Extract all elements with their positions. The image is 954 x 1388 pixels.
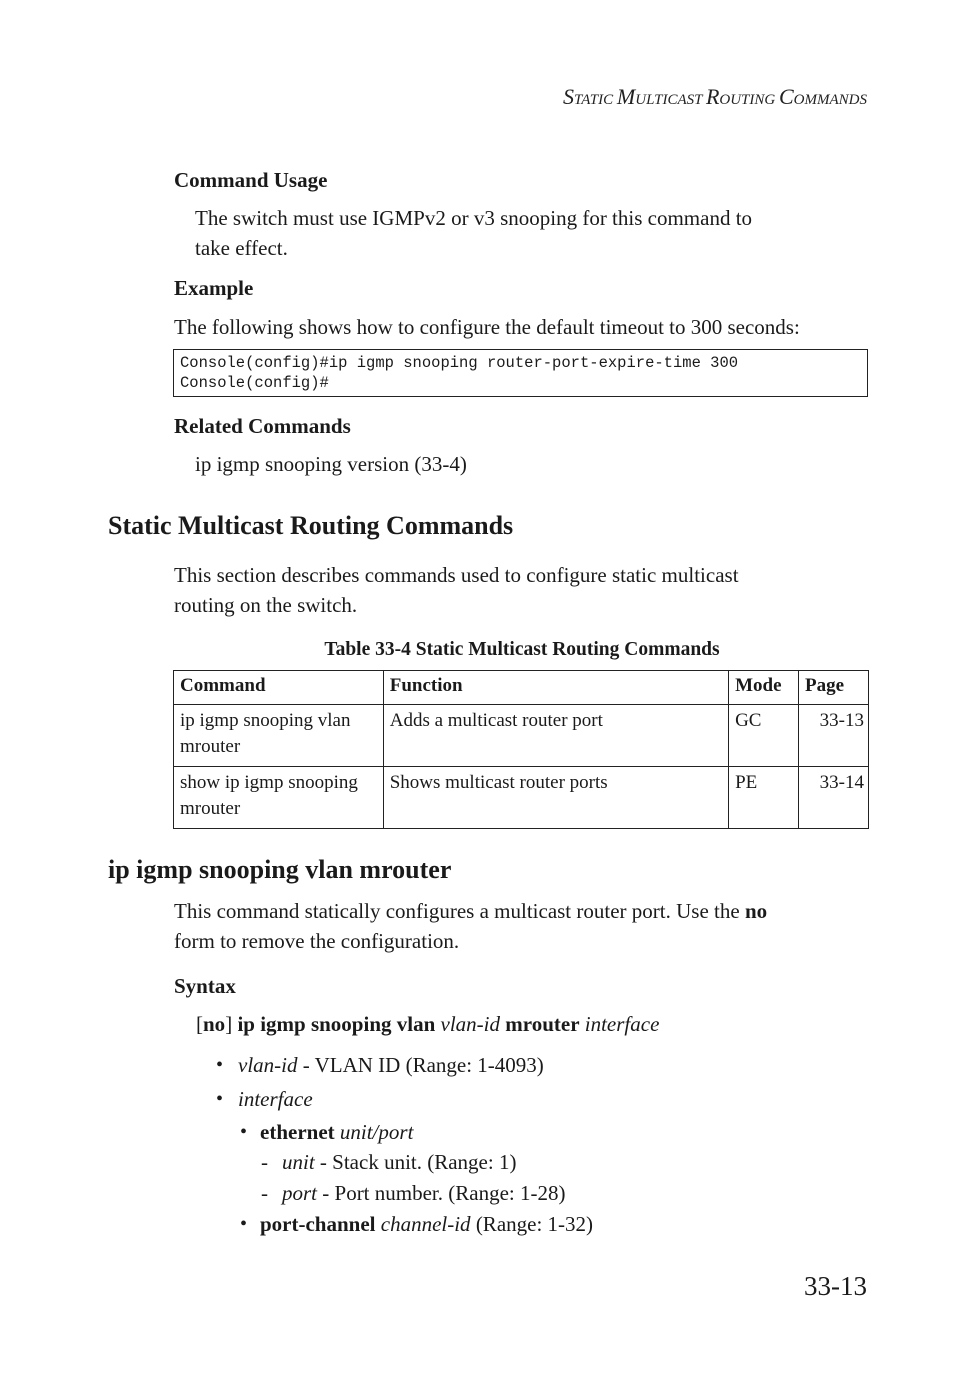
command-usage-heading: Command Usage bbox=[174, 168, 328, 192]
cell-function: Shows multicast router ports bbox=[383, 767, 728, 829]
bullet-icon: • bbox=[240, 1121, 248, 1143]
param-ethernet: ethernet unit/port bbox=[260, 1120, 414, 1144]
command-usage-text: The switch must use IGMPv2 or v3 snooping for this command to take effect. bbox=[195, 206, 753, 260]
command-description: This command statically configures a multicast router port. Use the no form to remove the configuration. bbox=[174, 899, 768, 953]
example-heading: Example bbox=[174, 276, 254, 300]
example-intro: The following shows how to configure the default timeout to 300 seconds: bbox=[174, 315, 800, 339]
dash-icon: - bbox=[261, 1150, 268, 1174]
param-port: port - Port number. (Range: 1-28) bbox=[282, 1181, 566, 1205]
cell-page: 33-13 bbox=[799, 705, 869, 767]
header-command: Command bbox=[174, 671, 384, 705]
code-example: Console(config)#ip igmp snooping router-port-expire-time 300 Console(config)# bbox=[173, 349, 868, 397]
cell-command: ip igmp snooping vlan mrouter bbox=[174, 705, 384, 767]
cell-mode: GC bbox=[729, 705, 799, 767]
header-page: Page bbox=[799, 671, 869, 705]
cell-function: Adds a multicast router port bbox=[383, 705, 728, 767]
command-title: ip igmp snooping vlan mrouter bbox=[108, 855, 452, 884]
section-description: This section describes commands used to configure static multicast routing on the switch. bbox=[174, 563, 739, 617]
table-row bbox=[174, 705, 869, 767]
section-title: Static Multicast Routing Commands bbox=[108, 511, 514, 540]
table-header-row bbox=[174, 671, 869, 705]
table-caption: Table 33-4 Static Multicast Routing Commands bbox=[324, 639, 720, 660]
related-commands-heading: Related Commands bbox=[174, 414, 351, 438]
commands-table bbox=[173, 670, 869, 829]
param-unit: unit - Stack unit. (Range: 1) bbox=[282, 1150, 517, 1174]
param-port-channel: port-channel channel-id (Range: 1-32) bbox=[260, 1212, 594, 1236]
dash-icon: - bbox=[261, 1181, 268, 1205]
cell-command: show ip igmp snooping mrouter bbox=[174, 767, 384, 829]
syntax-line: [no] ip igmp snooping vlan vlan-id mrouter interface bbox=[196, 1012, 660, 1036]
cell-page: 33-14 bbox=[799, 767, 869, 829]
syntax-heading: Syntax bbox=[174, 974, 236, 998]
cell-mode: PE bbox=[729, 767, 799, 829]
related-command-item: ip igmp snooping version (33-4) bbox=[195, 452, 467, 476]
param-vlan-id: vlan-id - VLAN ID (Range: 1-4093) bbox=[238, 1053, 544, 1077]
table-row bbox=[174, 767, 869, 829]
header-function: Function bbox=[383, 671, 728, 705]
bullet-icon: • bbox=[216, 1088, 224, 1110]
page-number: 33-13 bbox=[804, 1271, 867, 1301]
param-interface: interface bbox=[238, 1087, 313, 1111]
header-mode: Mode bbox=[729, 671, 799, 705]
bullet-icon: • bbox=[216, 1054, 224, 1076]
bullet-icon: • bbox=[240, 1213, 248, 1235]
running-head: STATIC MULTICAST ROUTING COMMANDS bbox=[562, 84, 867, 109]
